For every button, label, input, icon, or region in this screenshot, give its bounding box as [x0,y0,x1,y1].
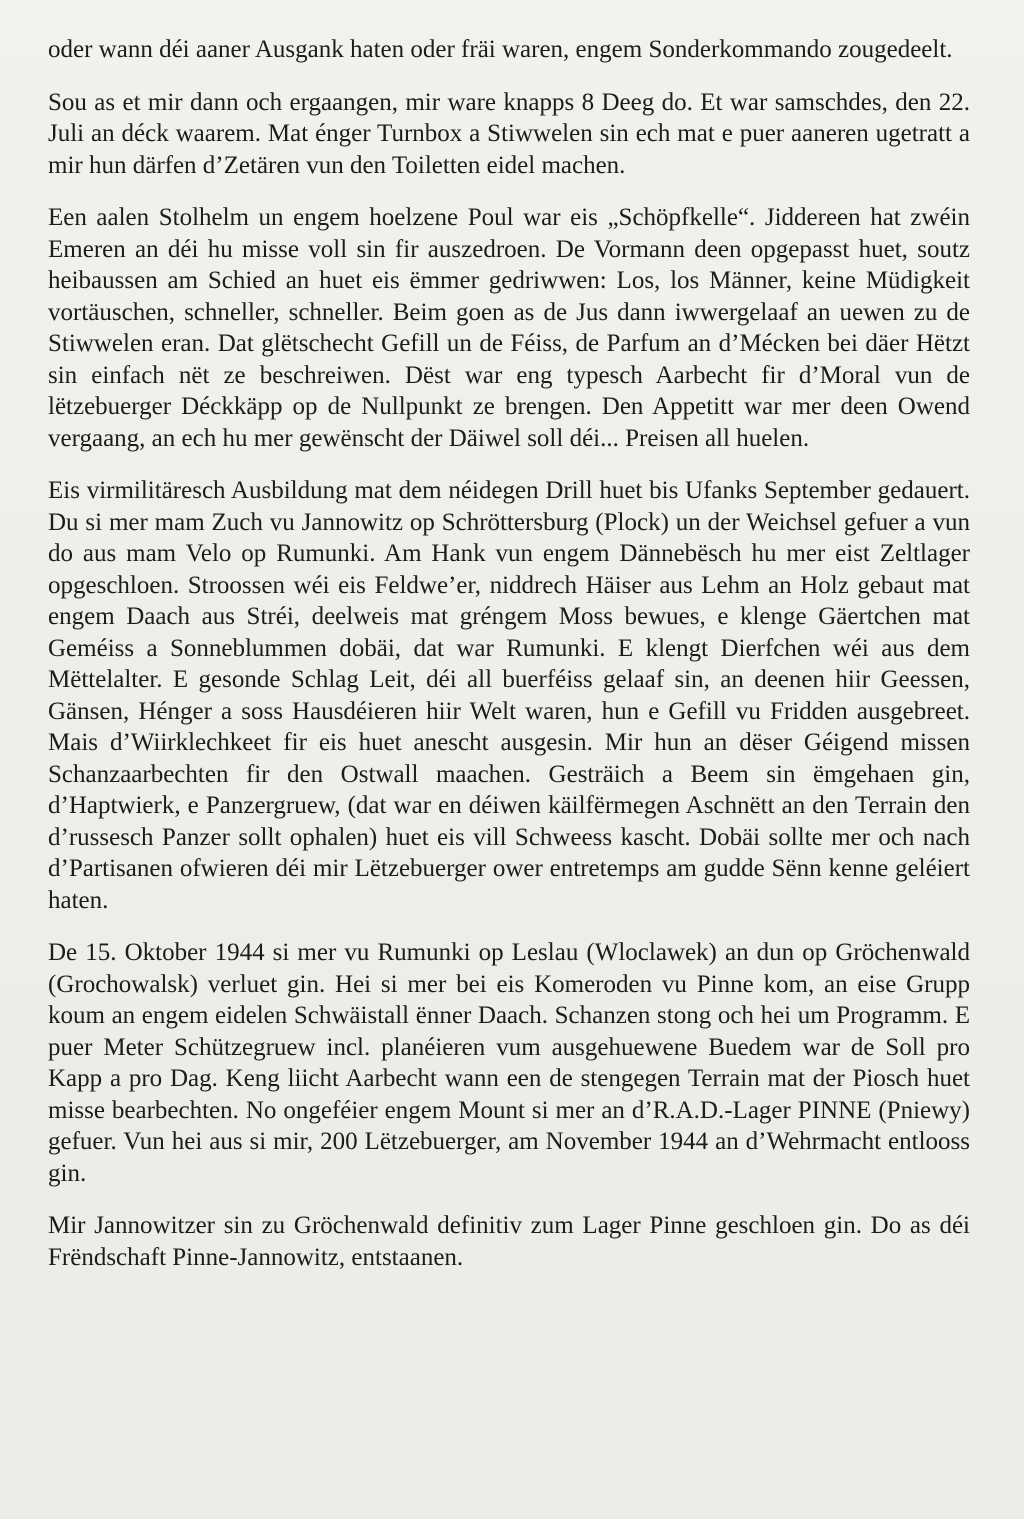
paragraph-2: Sou as et mir dann och ergaangen, mir ware knapps 8 Deeg do. Et war samschdes, den 22. Juli an déck waarem. Mat énger Turnbox a Stiwwelen sin ech mat e puer aaneren ugetratt a mir hun därfen d’Zetären vun den Toiletten eidel machen. [48,88,970,179]
paragraph-4: Eis virmilitäresch Ausbildung mat dem néidegen Drill huet bis Ufanks September gedauert. Du si mer mam Zuch vu Jannowitz op Schröttersburg (Plock) un der Weichsel gefuer a vun do aus mam Velo op Rumunki. Am Hank vun engem Dännebësch hu mer eist Zeltlager opgeschloen. Stroossen wéi eis Feldwe’er, niddrech Häiser aus Lehm an Holz gebaut mat engem Daach aus Stréi, deelweis mat gréngem Moss bewues, e klenge Gäertchen mat Geméiss a Sonneblummen dobäi, dat war Rumunki. E klengt Dierfchen wéi aus dem Mëttelalter. E gesonde Schlag Leit, déi all buerféiss gelaaf sin, an deenen hiir Geessen, Gänsen, Hénger a soss Hausdéieren hiir Welt waren, hun e Gefill vu Fridden ausgebreet. Mais d’Wiirklechkeet fir eis huet anescht ausgesin. Mir hun an dëser Géigend missen Schanzaarbechten fir den Ostwall maachen. Gesträich a Beem sin ëmgehaen gin, d’Haptwierk, e Panzergruew, (dat war en déiwen käilfërmegen Aschnëtt an den Terrain den d’russesch Panzer sollt ophalen) huet eis vill Schweess kascht. Dobäi sollte mer och nach d’Partisanen ofwieren déi mir Lëtzebuerger ower entretemps am gudde Sënn kenne geléiert haten. [48,477,970,914]
paragraph-3: Een aalen Stolhelm un engem hoelzene Poul war eis „Schöpfkelle“. Jiddereen hat zwéin Emeren an déi hu misse voll sin fir auszedroen. De Vormann deen opgepasst huet, soutz heibaussen am Schied an huet eis ëmmer gedriwwen: Los, los Männer, keine Müdigkeit vortäuschen, schneller, schneller. Beim goen as de Jus dann iwwergelaaf an uewen zu de Stiwwelen eran. Dat glëtschecht Gefill un de Féiss, de Parfum an d’Mécken bei däer Hëtzt sin einfach nët ze beschreiwen. Dëst war eng typesch Aarbecht fir d’Moral vun de lëtzebuerger Déckkäpp op de Nullpunkt ze brengen. Den Appetitt war mer deen Owend vergaang, an ech hu mer gewënscht der Däiwel soll déi... Preisen all huelen. [48,204,970,452]
paragraph-1: oder wann déi aaner Ausgank haten oder fräi waren, engem Sonderkommando zougedeelt. [48,36,953,63]
text-column [48,34,970,1273]
paragraph-6: Mir Jannowitzer sin zu Gröchenwald definitiv zum Lager Pinne geschloen gin. Do as déi Frëndschaft Pinne-Jannowitz, entstaanen. [48,1212,970,1271]
paragraph-5: De 15. Oktober 1944 si mer vu Rumunki op Leslau (Wloclawek) an dun op Gröchenwald (Grochowalsk) verluet gin. Hei si mer bei eis Komeroden vu Pinne kom, an eise Grupp koum an engem eidelen Schwäistall ënner Daach. Schanzen stong och hei um Programm. E puer Meter Schützegruew incl. planéieren vum ausgehuewene Buedem war de Soll pro Kapp a pro Dag. Keng liicht Aarbecht wann een de stengegen Terrain mat der Piosch huet misse bearbechten. No ongeféier engem Mount si mer an d’R.A.D.-Lager PINNE (Pniewy) gefuer. Vun hei aus si mir, 200 Lëtzebuerger, am November 1944 an d’Wehrmacht entlooss gin. [48,939,970,1187]
